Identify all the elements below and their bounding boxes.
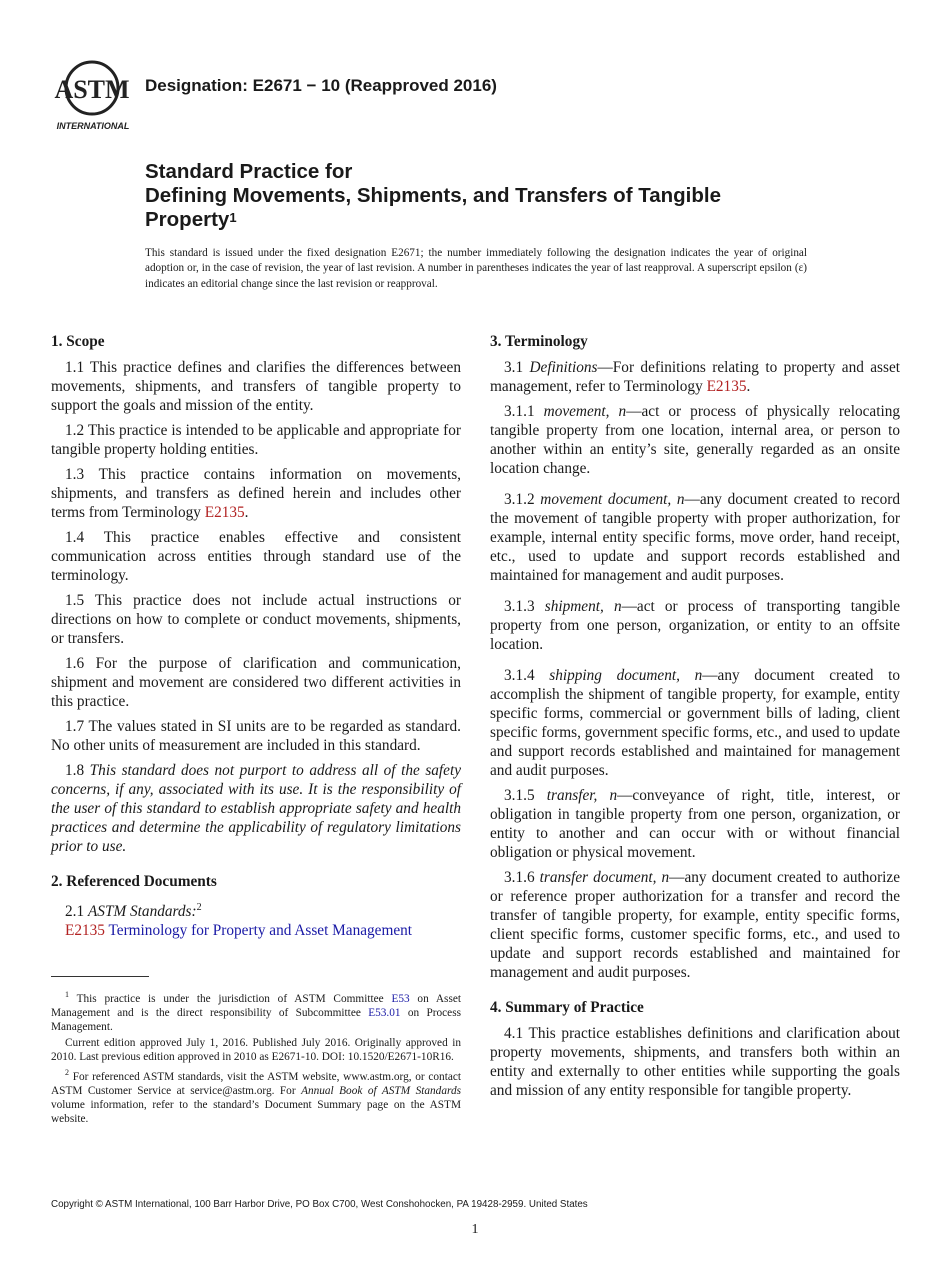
footnote-1: $^1$ This practice is under the jurisdiction of ASTM Committee E53 on Asset Management and is the direct responsibility of Subcommittee E53.01 on Process Management. xyxy=(51,990,461,1033)
para-1-4: 1.4 This practice enables effective and consistent communication across entities through standard use of the terminology. xyxy=(51,529,461,584)
designation: Designation: E2671 − 10 (Reapproved 2016) xyxy=(145,76,497,95)
title-line-1: Standard Practice for xyxy=(145,160,353,183)
title-line-2: Defining Movements, Shipments, and Transfers of Tangible xyxy=(145,184,721,207)
section-1-heading: 1. Scope xyxy=(51,333,105,350)
section-3-heading: 3. Terminology xyxy=(490,333,588,350)
para-3-1: 3.1 Definitions—For definitions relating to property and asset management, refer to Terminology E2135. xyxy=(490,359,900,395)
para-3-1-4: 3.1.4 shipping document, n—any document created to accomplish the shipment of tangible property, for example, entity specific forms, commercial or government bills of lading, client specific forms, government specific forms, etc., and used to update and support records established and maintained for management and audit purposes. xyxy=(490,667,900,779)
para-1-8: 1.8 This standard does not purport to address all of the safety concerns, if any, associated with its use. It is the responsibility of the user of this standard to establish appropriate safety and health practices and determine the applicability of regulatory limitations prior to use. xyxy=(51,762,461,855)
svg-text:ASTM: ASTM xyxy=(54,75,130,104)
para-1-3: 1.3 This practice contains information on movements, shipments, and transfers as defined herein and includes other terms from Terminology E2135. xyxy=(51,466,461,521)
footnote-2: $^2$ For referenced ASTM standards, visit the ASTM website, www.astm.org, or contact ASTM Customer Service at service@astm.org. For Annual Book of ASTM Standards volume information, refer to the standard’s Document Summary page on the ASTM website. xyxy=(51,1067,461,1125)
para-1-7: 1.7 The values stated in SI units are to be regarded as standard. No other units of measurement are included in this standard. xyxy=(51,718,461,754)
document-title xyxy=(145,160,721,232)
svg-text:INTERNATIONAL: INTERNATIONAL xyxy=(56,121,130,131)
page-number: 1 xyxy=(471,1222,479,1237)
para-3-1-5: 3.1.5 transfer, n—conveyance of right, title, interest, or obligation in tangible property from one person, organization, or entity to another and can occur with or without financial obligation or physical movement. xyxy=(490,787,901,861)
para-3-1-3: 3.1.3 shipment, n—act or process of transporting tangible property from one person, organization, or entity to an offsite location. xyxy=(490,598,900,653)
para-1-6: 1.6 For the purpose of clarification and communication, shipment and movement are considered two different activities in this practice. xyxy=(51,655,461,710)
section-2-heading: 2. Referenced Documents xyxy=(51,873,217,890)
footnote-divider xyxy=(51,976,149,977)
link-e2135-terminology[interactable]: E2135 xyxy=(706,378,747,395)
copyright-notice: Copyright © ASTM International, 100 Barr Harbor Drive, PO Box C700, West Conshohocken, PA 19428-2959. United States xyxy=(51,1199,588,1210)
astm-logo xyxy=(52,58,134,132)
para-1-5: 1.5 This practice does not include actual instructions or directions on how to complete or conduct movements, shipments, or transfers. xyxy=(51,592,461,647)
para-2-1: 2.1 ASTM Standards:$^2$ xyxy=(65,902,202,921)
link-e53-01[interactable]: E53.01 xyxy=(368,1006,401,1019)
footnote-edition: Current edition approved July 1, 2016. Published July 2016. Originally approved in 2010. Last previous edition approved in 2010 as E2671-10. DOI: 10.1520/E2671-10R16. xyxy=(51,1036,461,1063)
intro-paragraph: This standard is issued under the fixed designation E2671; the number immediately following the designation indicates the year of original adoption or, in the case of revision, the year of last revision. A number in parentheses indicates the year of last reapproval. A superscript epsilon (ε) indicates an editorial change since the last revision or reapproval. xyxy=(145,247,807,290)
footnotes xyxy=(51,988,461,1128)
title-footnote-mark: 1 xyxy=(229,210,237,225)
para-3-1-6: 3.1.6 transfer document, n—any document created to authorize or reference proper authorization for a transfer and record the transfer of tangible property, for example, entity specific forms, client specific forms, customer specific forms, etc., and used to update and support records established and maintained for management and audit purposes. xyxy=(490,869,900,981)
para-1-2: 1.2 This practice is intended to be applicable and appropriate for tangible property holding entities. xyxy=(51,422,461,458)
left-column xyxy=(51,332,461,946)
section-4-heading: 4. Summary of Practice xyxy=(490,999,644,1016)
reference-e2135[interactable]: E2135 Terminology for Property and Asset Management xyxy=(65,922,413,940)
para-3-1-2: 3.1.2 movement document, n—any document created to record the movement of tangible property with proper authorization, for example, internal entity specific forms, move order, hand receipt, etc., used to update and support records established and maintained for management and audit purposes. xyxy=(490,491,900,584)
title-line-3: Property xyxy=(145,208,230,231)
link-e53[interactable]: E53 xyxy=(391,992,410,1005)
para-4-1: 4.1 This practice establishes definitions and clarification about property movements, shipments, and transfers both within an entity and externally to other entities while supporting the goals and mission of any entity responsible for tangible property. xyxy=(490,1025,900,1099)
link-e2135[interactable]: E2135 xyxy=(204,504,245,521)
para-3-1-1: 3.1.1 movement, n—act or process of physically relocating tangible property from one location, internal area, or person to another within an entity’s site, generally regarded as an onsite location change. xyxy=(490,403,900,477)
para-1-1: 1.1 This practice defines and clarifies the differences between movements, shipments, and transfers of tangible property to support the goals and mission of the entity. xyxy=(51,359,461,414)
right-column xyxy=(490,332,900,1106)
